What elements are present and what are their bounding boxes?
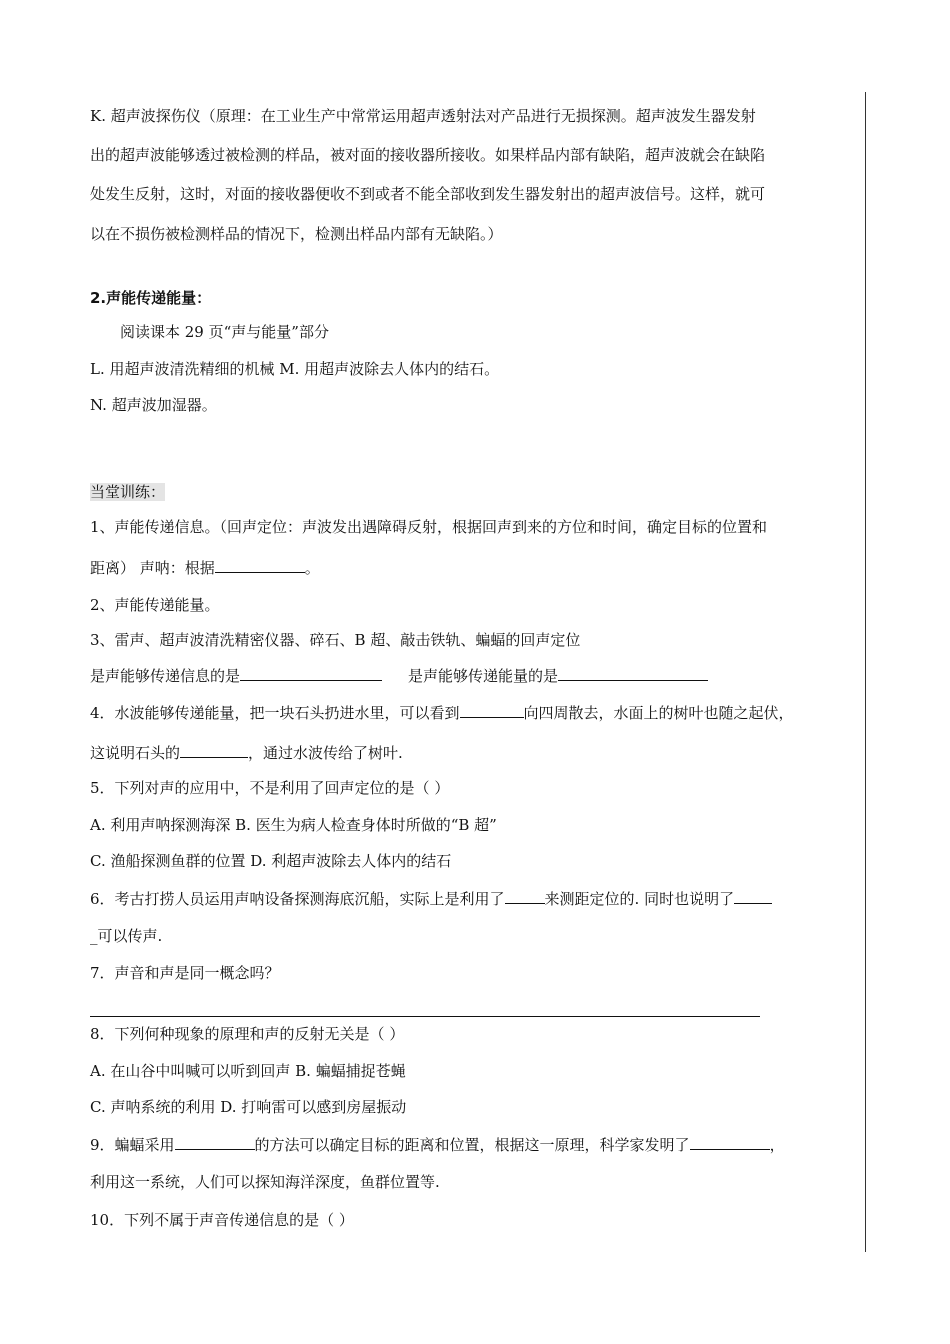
q4-text4: ，通过水波传给了树叶. (248, 744, 403, 762)
q4-line2 (90, 742, 403, 763)
q9-text3: ， (769, 1136, 785, 1154)
q3-energy-blank[interactable] (558, 665, 708, 681)
q5: 5．下列对声的应用中，不是利用了回声定位的是（ ） (90, 779, 450, 797)
right-margin-rule (865, 92, 866, 1252)
q1-blank[interactable] (215, 557, 305, 573)
practice-heading-text: 当堂训练： (90, 483, 166, 501)
q3-info-blank[interactable] (240, 665, 382, 681)
q9-text2: 的方法可以确定目标的距离和位置，根据这一原理，科学家发明了 (254, 1136, 690, 1154)
q8: 8．下列何种现象的原理和声的反射无关是（ ） (90, 1025, 405, 1043)
practice-heading (90, 482, 165, 502)
k-item-line1: K. 超声波探伤仪（原理：在工业生产中常常运用超声透射法对产品进行无损探测。超声波发生器发射 (90, 107, 756, 125)
k-item-line2: 出的超声波能够透过被检测的样品，被对面的接收器所接收。如果样品内部有缺陷，超声波就会在缺陷 (90, 146, 766, 164)
q4-line1 (90, 702, 794, 723)
q1-text: 距离） 声呐：根据 (90, 559, 215, 577)
section2-heading: 2.声能传递能量： (90, 289, 212, 307)
q9-line2: 利用这一系统，人们可以探知海洋深度，鱼群位置等. (90, 1173, 440, 1191)
q3-info-label: 是声能够传递信息的是 (90, 667, 241, 685)
q4-text2: 向四周散去，水面上的树叶也随之起伏， (523, 704, 794, 722)
q9-line1 (90, 1134, 785, 1155)
q4-text3: 这说明石头的 (90, 744, 181, 762)
q4-blank2[interactable] (180, 742, 248, 758)
q9-text1: 9．蝙蝠采用 (90, 1136, 175, 1154)
q4-blank1[interactable] (460, 702, 524, 718)
q6-text1: 6．考古打捞人员运用声呐设备探测海底沉船，实际上是利用了 (90, 890, 505, 908)
q10: 10．下列不属于声音传递信息的是（ ） (90, 1211, 354, 1229)
k-item-line3: 处发生反射，这时，对面的接收器便收不到或者不能全部收到发生器发射出的超声波信号。这样，就可 (90, 185, 766, 203)
q3-answers (90, 665, 708, 686)
q5-options-cd: C. 渔船探测鱼群的位置 D. 利超声波除去人体内的结石 (90, 852, 452, 870)
q1-end: 。 (304, 559, 320, 577)
q6-line2: _可以传声. (90, 927, 163, 945)
q9-blank2[interactable] (690, 1134, 770, 1150)
q3-energy-label: 是声能够传递能量的是 (408, 667, 559, 685)
q7: 7．声音和声是同一概念吗？ (90, 964, 280, 982)
q5-options-ab: A. 利用声呐探测海深 B. 医生为病人检查身体时所做的“B 超” (90, 816, 497, 834)
q7-answer-line[interactable] (90, 1016, 760, 1017)
q8-options-cd: C. 声呐系统的利用 D. 打响雷可以感到房屋振动 (90, 1098, 407, 1116)
section2-n: N. 超声波加湿器。 (90, 396, 217, 414)
q2: 2、声能传递能量。 (90, 596, 220, 614)
q6-line1 (90, 888, 772, 909)
q4-text1: 4．水波能够传递能量，把一块石头扔进水里，可以看到 (90, 704, 460, 722)
q3: 3、雷声、超声波清洗精密仪器、碎石、B 超、敲击铁轨、蝙蝠的回声定位 (90, 631, 581, 649)
q6-blank2[interactable] (734, 888, 772, 904)
q9-blank1[interactable] (175, 1134, 255, 1150)
k-item-line4: 以在不损伤被检测样品的情况下，检测出样品内部有无缺陷。） (90, 225, 503, 243)
section2-lm: L. 用超声波清洗精细的机械 M. 用超声波除去人体内的结石。 (90, 360, 500, 378)
q1-line2 (90, 557, 320, 578)
q1-line1: 1、声能传递信息。（回声定位：声波发出遇障碍反射，根据回声到来的方位和时间，确定目标的位置和 (90, 518, 768, 536)
q6-text2: 来测距定位的. 同时也说明了 (544, 890, 735, 908)
section2-read: 阅读课本 29 页“声与能量”部分 (120, 323, 329, 341)
q8-options-ab: A. 在山谷中叫喊可以听到回声 B. 蝙蝠捕捉苍蝇 (90, 1062, 406, 1080)
q6-blank1[interactable] (505, 888, 545, 904)
